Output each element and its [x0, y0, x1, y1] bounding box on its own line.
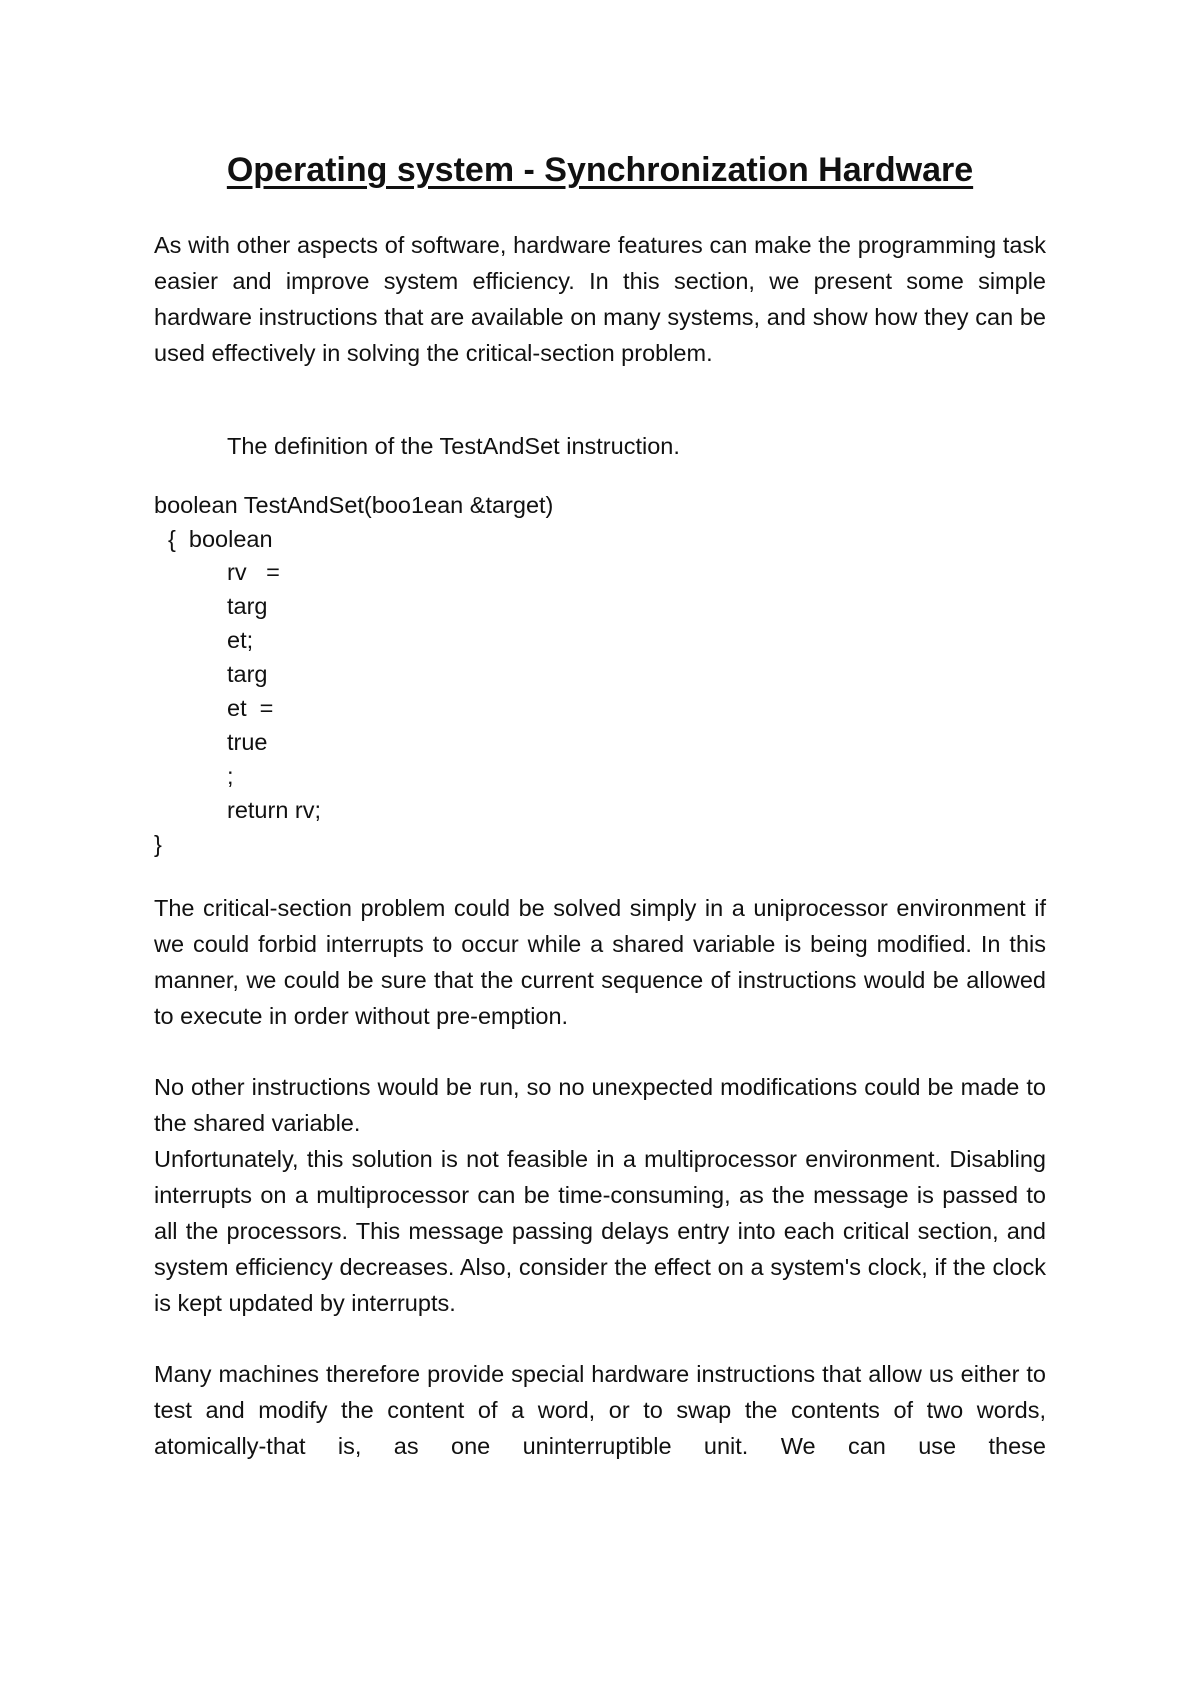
paragraph-uniprocessor: The critical-section problem could be solved simply in a uniprocessor environment if we could forbid interrupts to occur while a shared variable is being modified. In this manner, we could be sure that the current sequence of instructions would be allowed to execute in order without pre-emption. [154, 895, 1046, 1029]
definition-caption: The definition of the TestAndSet instruction. [227, 433, 680, 459]
page-title: Operating system - Synchronization Hardware [226, 151, 974, 189]
code-line: et; [227, 627, 254, 653]
intro-paragraph: As with other aspects of software, hardware features can make the programming task easier and improve system efficiency. In this section, we present some simple hardware instructions that are available on many systems, and show how they can be used effectively in solving the critical-section problem. [154, 232, 1046, 366]
code-line: et = [227, 695, 274, 721]
code-line: rv = [227, 559, 280, 585]
code-line: ; [227, 763, 234, 789]
paragraph-special-instructions: Many machines therefore provide special hardware instructions that allow us either to test and modify the content of a word, or to swap the contents of two words, atomically-that is, as one uninterruptible unit. We can use these [154, 1361, 1046, 1459]
code-open-brace-line: { boolean [168, 526, 273, 552]
paragraph-multiprocessor: Unfortunately, this solution is not feasible in a multiprocessor environment. Disabling interrupts on a multiprocessor can be time-consuming, as the message is passed to all the processors. This message passing delays entry into each critical section, and system efficiency decreases. Also, consider the effect on a system's clock, if the clock is kept updated by interrupts. [154, 1146, 1046, 1316]
code-line: true [227, 729, 268, 755]
code-line: return rv; [227, 797, 322, 823]
code-close-brace: } [154, 831, 162, 857]
code-signature: boolean TestAndSet(boo1ean &target) [154, 492, 554, 518]
code-line: targ [227, 593, 268, 619]
code-line: targ [227, 661, 268, 687]
paragraph-no-other-instructions: No other instructions would be run, so no unexpected modifications could be made to the shared variable. [154, 1074, 1046, 1136]
